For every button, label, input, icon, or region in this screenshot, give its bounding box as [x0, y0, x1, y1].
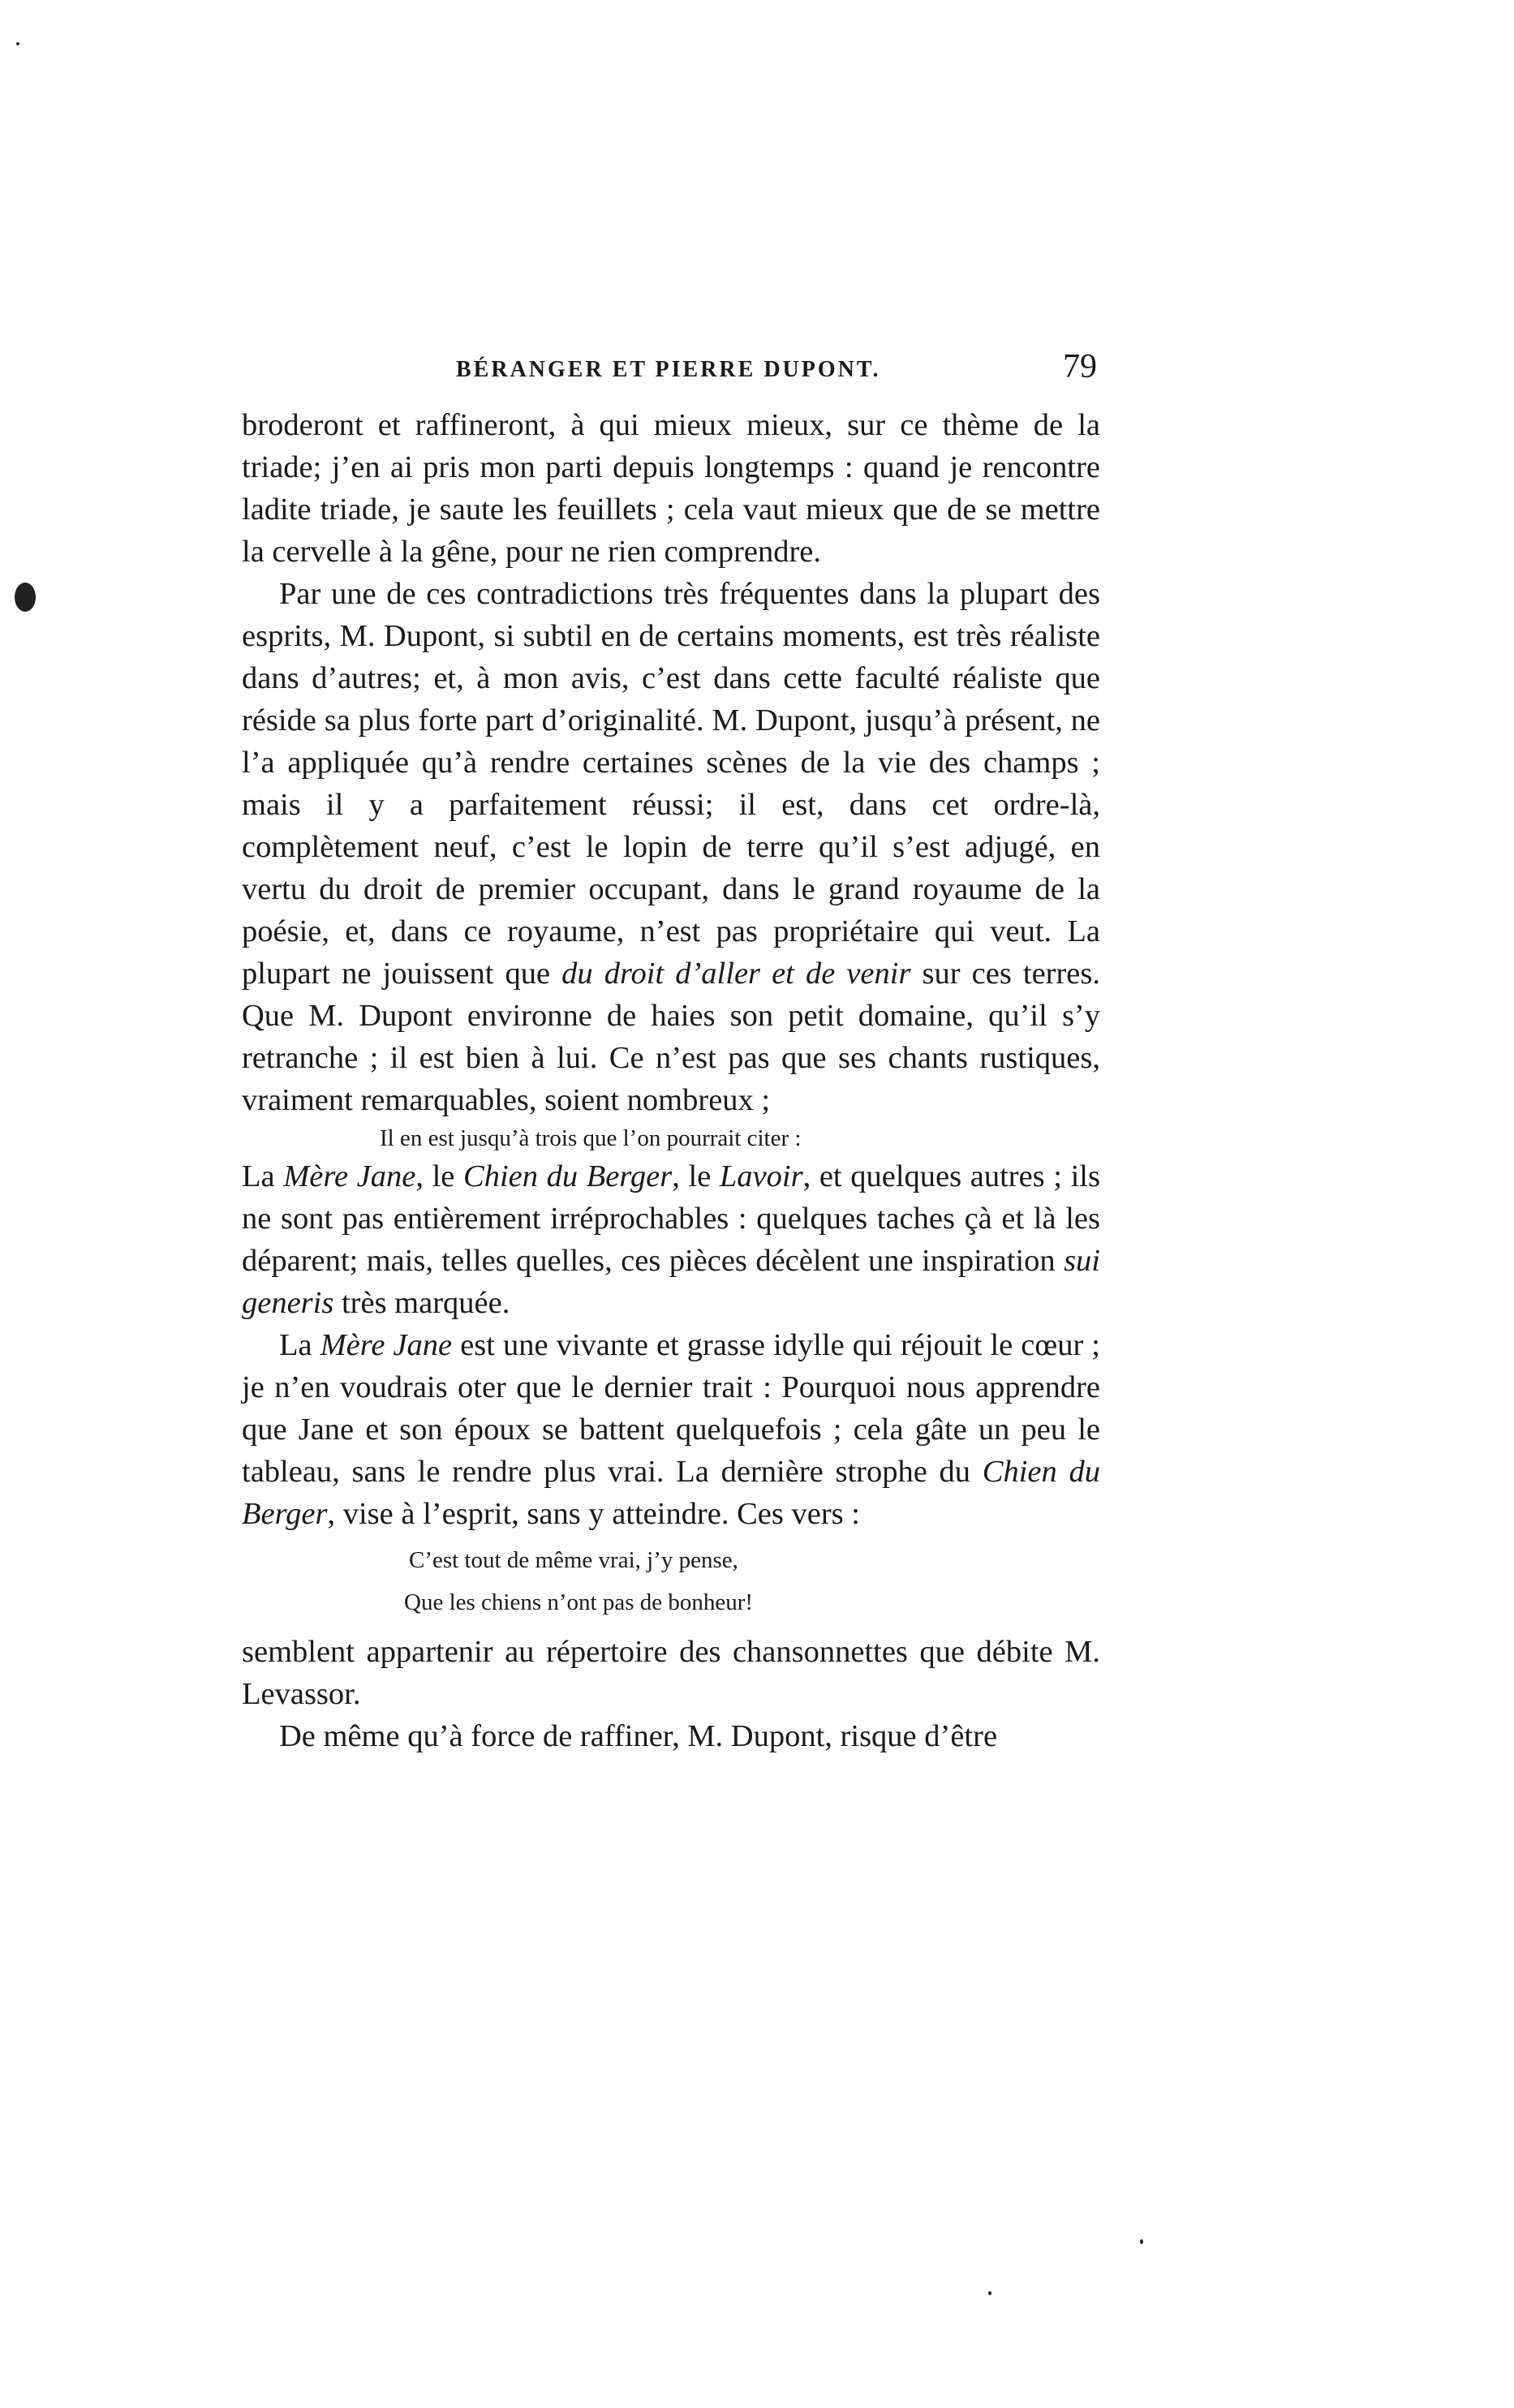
paragraph-realism: [242, 573, 1100, 1121]
paragraph-continued: [242, 404, 1100, 573]
italic-title: du droit d’aller et de venir: [561, 957, 911, 991]
text-run: est une vivante et grasse idylle qui réjouit le cœur ; je n’en voudrais oter que le dernier trait : Pourquoi nous apprendre que Jane et son époux se battent quelquefois ; cela gâte un peu le tableau, sans le rendre plus vrai. La dernière strophe du: [242, 1328, 1100, 1489]
italic-title: Mère Jane: [283, 1159, 416, 1193]
text-run: La: [242, 1159, 284, 1193]
ink-blot: [15, 583, 36, 612]
paragraph-songs: [242, 1155, 1100, 1324]
text-run: , vise à l’esprit, sans y atteindre. Ces vers :: [327, 1497, 860, 1531]
italic-title: Mère Jane: [320, 1328, 453, 1362]
text-run: très marquée.: [333, 1286, 510, 1320]
text-run: La: [279, 1328, 320, 1362]
verse-citation: [242, 1543, 1100, 1619]
ink-speck: [16, 42, 19, 45]
running-title: BÉRANGER ET PIERRE DUPONT.: [456, 357, 881, 382]
page-number: 79: [1063, 348, 1097, 385]
text-run: semblent appartenir au répertoire des chansonnettes que débite M. Levassor.: [242, 1635, 1100, 1711]
italic-title: Lavoir: [719, 1159, 803, 1193]
body-text: [242, 404, 1100, 1757]
text-run: , et quelques autres ; ils ne sont pas entièrement irréprochables : quelques taches çà et là les déparent; mais, telles quelles, ces pièces décèlent une inspiration: [242, 1159, 1100, 1278]
text-run: , le: [415, 1159, 464, 1193]
running-head: [242, 348, 1100, 402]
ink-speck: [988, 2291, 991, 2295]
text-run: sur ces terres. Que M. Dupont environne de haies son petit domaine, qu’il s’y retranche ; il est bien à lui. Ce n’est pas que ses chants rustiques, vraiment remarquables, soient nombreux ;: [242, 957, 1101, 1117]
paragraph-mere-jane: [242, 1324, 1100, 1535]
italic-title: sui generis: [242, 1244, 1100, 1320]
verse-line: Que les chiens n’ont pas de bonheur!: [404, 1589, 754, 1615]
text-run: De même qu’à force de raffiner, M. Dupont, risque d’être: [279, 1719, 998, 1753]
italic-title: Chien du Berger: [463, 1159, 673, 1193]
italic-title: Chien du Berger: [242, 1455, 1100, 1531]
ink-speck: [1140, 2239, 1143, 2244]
text-run: Par une de ces contradictions très fréquentes dans la plupart des esprits, M. Dupont, si subtil en de certains moments, est très réaliste dans d’autres; et, à mon avis, c’est dans cette faculté réaliste que réside sa plus forte part d’originalité. M. Dupont, jusqu’à présent, ne l’a appliquée qu’à rendre certaines scènes de la vie des champs ; mais il y a parfaitement réussi; il est, dans cet ordre-là, complètement neuf, c’est le lopin de terre qu’il s’est adjugé, en vertu du droit de premier occupant, dans le grand royaume de la poésie, et, dans ce royaume, n’est pas propriétaire qui veut. La plupart ne jouissent que: [242, 577, 1100, 991]
verse-line: C’est tout de même vrai, j’y pense,: [409, 1547, 738, 1573]
verse-quotation: Il en est jusqu’à trois que l’on pourrait citer :: [380, 1125, 802, 1151]
text-run: , le: [672, 1159, 720, 1193]
paragraph-raffiner: [242, 1715, 1100, 1757]
paragraph-levassor: [242, 1631, 1100, 1715]
text-run: broderont et raffineront, à qui mieux mieux, sur ce thème de la triade; j’en ai pris mon parti depuis longtemps : quand je rencontre ladite triade, je saute les feuillets ; cela vaut mieux que de se mettre la cervelle à la gêne, pour ne rien comprendre.: [242, 408, 1100, 569]
